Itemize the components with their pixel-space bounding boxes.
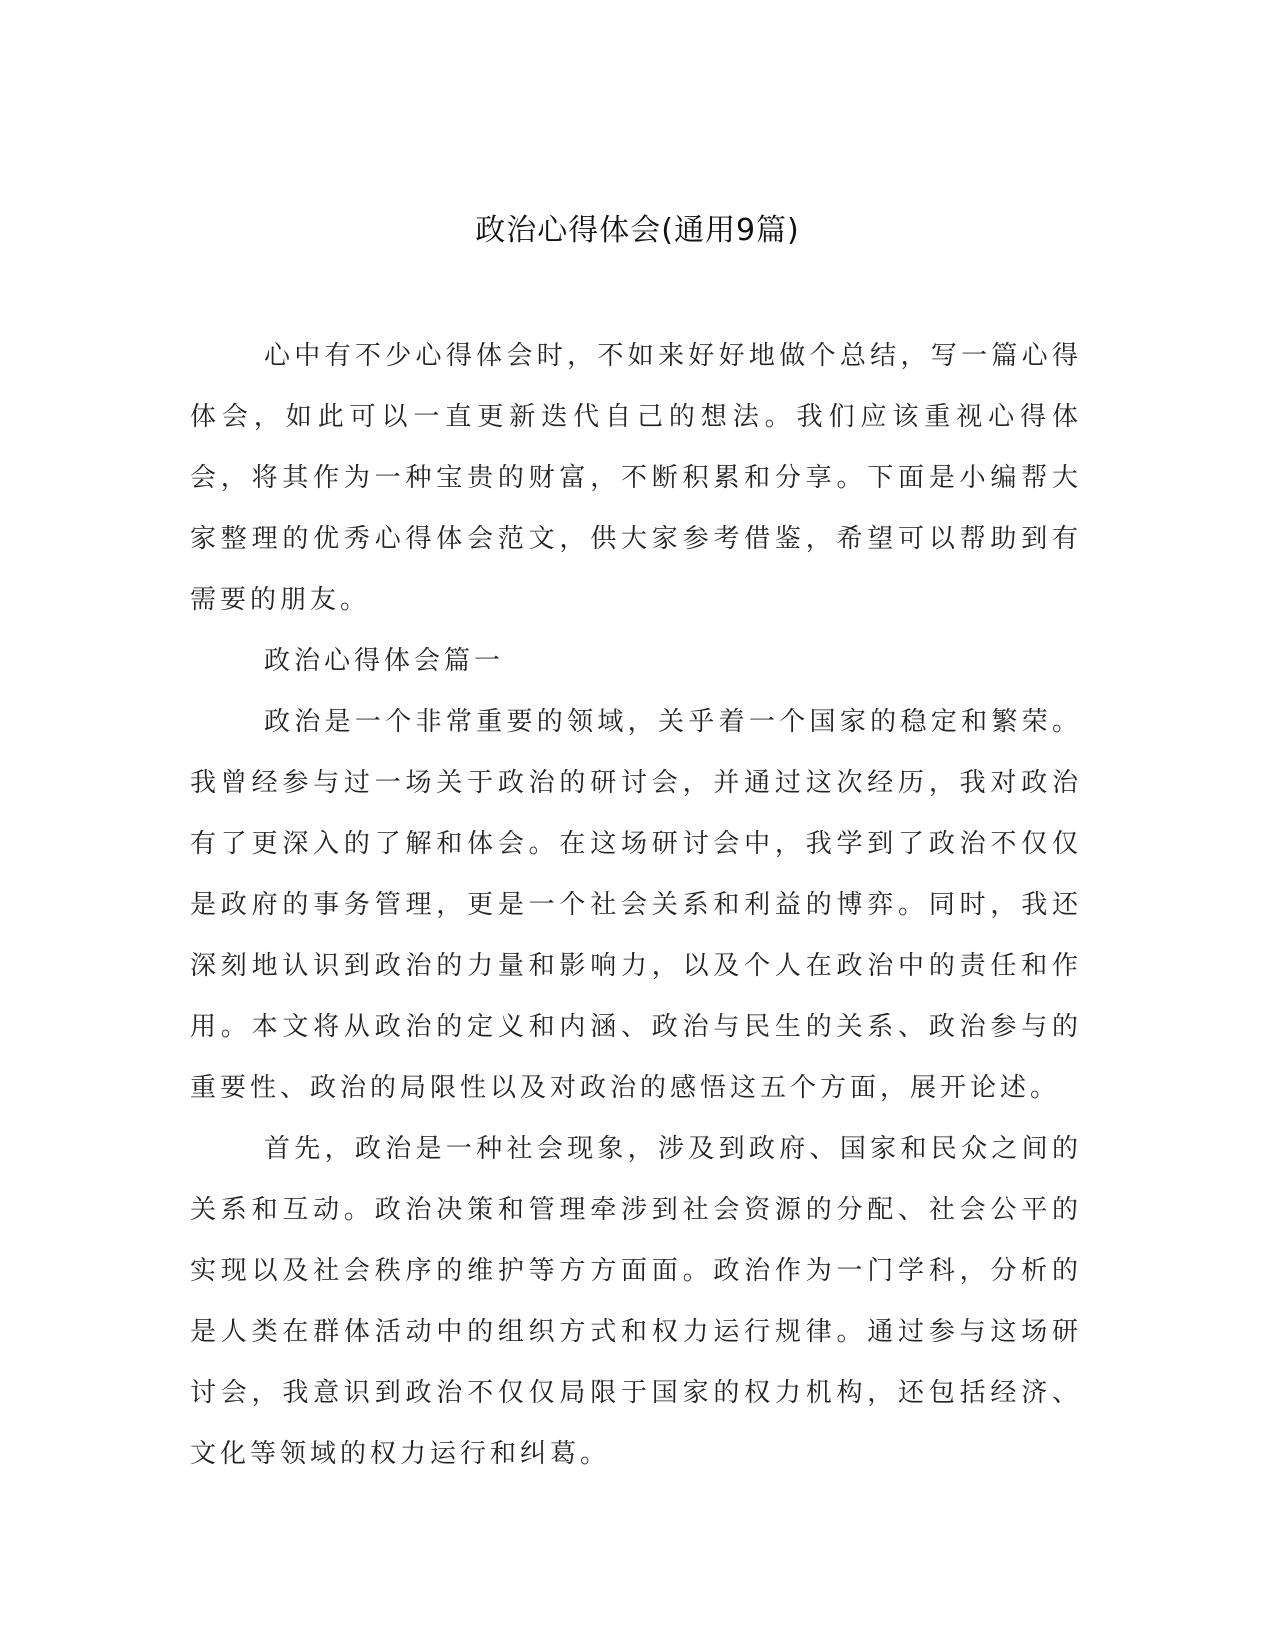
document-body xyxy=(190,326,1082,1485)
body-paragraph: 首先，政治是一种社会现象，涉及到政府、国家和民众之间的关系和互动。政治决策和管理牵涉到社会资源的分配、社会公平的实现以及社会秩序的维护等方方面面。政治作为一门学科，分析的是人类在群体活动中的组织方式和权力运行规律。通过参与这场研讨会，我意识到政治不仅仅局限于国家的权力机构，还包括经济、文化等领域的权力运行和纠葛。 xyxy=(190,1134,1082,1469)
body-paragraph: 政治是一个非常重要的领域，关乎着一个国家的稳定和繁荣。我曾经参与过一场关于政治的研讨会，并通过这次经历，我对政治有了更深入的了解和体会。在这场研讨会中，我学到了政治不仅仅是政府的事务管理，更是一个社会关系和利益的博弈。同时，我还深刻地认识到政治的力量和影响力，以及个人在政治中的责任和作用。本文将从政治的定义和内涵、政治与民生的关系、政治参与的重要性、政治的局限性以及对政治的感悟这五个方面，展开论述。 xyxy=(190,707,1082,1103)
section-heading: 政治心得体会篇一 xyxy=(264,646,505,676)
intro-paragraph: 心中有不少心得体会时，不如来好好地做个总结，写一篇心得体会，如此可以一直更新迭代自己的想法。我们应该重视心得体会，将其作为一种宝贵的财富，不断积累和分享。下面是小编帮大家整理的优秀心得体会范文，供大家参考借鉴，希望可以帮助到有需要的朋友。 xyxy=(190,341,1082,615)
document-title: 政治心得体会(通用9篇) xyxy=(475,213,800,248)
